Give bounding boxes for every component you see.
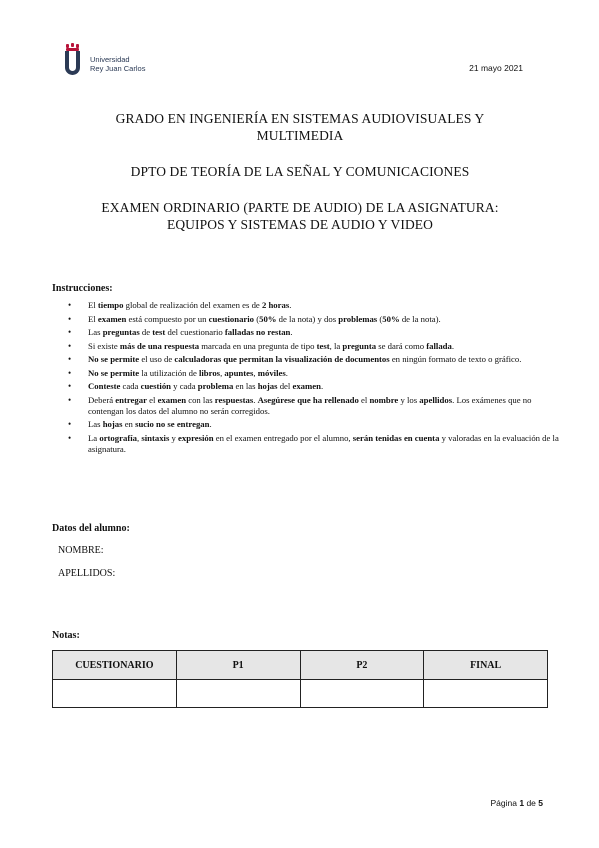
instruction-emphasis: nombre bbox=[369, 394, 399, 405]
instruction-emphasis: tiempo bbox=[97, 300, 124, 310]
degree-line-2: MULTIMEDIA bbox=[256, 128, 344, 143]
instruction-item bbox=[64, 368, 560, 379]
instruction-emphasis: 50% bbox=[259, 313, 277, 324]
grade-cell-cuestionario[interactable] bbox=[53, 680, 177, 708]
surname-field-label: APELLIDOS: bbox=[58, 568, 116, 579]
instruction-text: , la bbox=[329, 340, 343, 351]
instruction-item bbox=[64, 354, 560, 365]
page-prefix: Página bbox=[490, 798, 520, 808]
instruction-emphasis: test bbox=[152, 327, 166, 337]
instruction-text: , bbox=[220, 367, 225, 378]
instruction-text: ( bbox=[254, 313, 260, 324]
logo-text bbox=[90, 55, 145, 73]
instructions-title: Instrucciones: bbox=[52, 283, 113, 294]
page-total: 5 bbox=[538, 798, 543, 808]
instruction-item bbox=[64, 381, 560, 392]
instruction-emphasis: expresión bbox=[178, 432, 214, 443]
instruction-text: . bbox=[285, 367, 288, 378]
column-header-p2: P2 bbox=[300, 651, 424, 680]
instruction-emphasis: libros bbox=[198, 367, 221, 378]
instruction-text: marcada en una pregunta de tipo bbox=[199, 340, 317, 351]
instruction-text: La bbox=[88, 432, 100, 443]
logo-line-1: Universidad bbox=[90, 55, 130, 64]
instruction-emphasis: No se permite bbox=[88, 367, 140, 378]
grades-table bbox=[52, 650, 548, 708]
instruction-emphasis: calculadoras que permitan la visualización de documentos bbox=[174, 354, 390, 364]
column-header-final: FINAL bbox=[424, 651, 548, 680]
grade-cell-p1[interactable] bbox=[176, 680, 300, 708]
instruction-emphasis: preguntas bbox=[102, 327, 140, 337]
instruction-text: del bbox=[277, 381, 293, 391]
instruction-text: y cada bbox=[171, 381, 198, 391]
instruction-text: de la nota) y dos bbox=[276, 313, 339, 324]
instruction-text: el bbox=[146, 394, 158, 405]
column-header-cuestionario: CUESTIONARIO bbox=[53, 651, 177, 680]
student-data-title: Datos del alumno: bbox=[52, 523, 130, 534]
instruction-text: en el examen entregado por el alumno, bbox=[213, 432, 353, 443]
instruction-text: y los bbox=[398, 394, 420, 405]
instruction-emphasis: hojas bbox=[257, 381, 278, 391]
instruction-emphasis: problemas bbox=[338, 313, 378, 324]
instruction-emphasis: Asegúrese que ha rellenado bbox=[257, 394, 359, 405]
urjc-emblem-icon bbox=[62, 44, 84, 78]
instruction-emphasis: No se permite bbox=[88, 354, 140, 364]
grades-entry-row bbox=[53, 680, 548, 708]
instruction-emphasis: problema bbox=[197, 381, 234, 391]
instruction-emphasis: apuntes bbox=[224, 367, 254, 378]
instruction-text: global de realización del examen es de bbox=[123, 300, 262, 310]
instruction-text: . bbox=[320, 381, 324, 391]
department-heading: DPTO DE TEORÍA DE LA SEÑAL Y COMUNICACIONES bbox=[130, 164, 470, 179]
instruction-text: El bbox=[88, 313, 98, 324]
instruction-emphasis: cuestionario bbox=[208, 313, 255, 324]
instruction-emphasis: sintaxis bbox=[141, 432, 170, 443]
exam-line-1: EXAMEN ORDINARIO (PARTE DE AUDIO) DE LA ASIGNATURA: bbox=[101, 200, 499, 215]
instruction-emphasis: móviles bbox=[257, 367, 286, 378]
instruction-emphasis: ortografía bbox=[99, 432, 137, 443]
instruction-emphasis: 50% bbox=[382, 313, 400, 324]
instruction-text: el uso de bbox=[139, 354, 175, 364]
instruction-emphasis: examen bbox=[97, 313, 127, 324]
instruction-item bbox=[64, 314, 560, 325]
instruction-text: . bbox=[209, 419, 212, 429]
instruction-text: cada bbox=[120, 381, 141, 391]
instruction-emphasis: hojas bbox=[102, 419, 123, 429]
logo-line-2: Rey Juan Carlos bbox=[90, 64, 146, 73]
instruction-text: Deberá bbox=[88, 394, 116, 405]
instruction-item bbox=[64, 341, 560, 352]
instruction-text: . bbox=[290, 327, 293, 337]
exam-line-2: EQUIPOS Y SISTEMAS DE AUDIO Y VIDEO bbox=[166, 217, 433, 232]
instruction-emphasis: 2 horas bbox=[261, 300, 290, 310]
instruction-text: con las bbox=[186, 394, 215, 405]
instruction-emphasis: examen bbox=[157, 394, 187, 405]
instruction-text: ( bbox=[377, 313, 383, 324]
instruction-emphasis: respuestas bbox=[214, 394, 254, 405]
instruction-item bbox=[64, 300, 560, 311]
instruction-text: , bbox=[136, 432, 142, 443]
instruction-emphasis: Conteste bbox=[88, 381, 121, 391]
instruction-emphasis: pregunta bbox=[342, 340, 377, 351]
instruction-text: está compuesto por un bbox=[126, 313, 209, 324]
university-logo bbox=[62, 44, 172, 78]
instruction-emphasis: entregar bbox=[115, 394, 147, 405]
instruction-text: . Los exámenes que no contengan los datos del alumno no serán corregidos. bbox=[88, 394, 532, 416]
column-header-p1: P1 bbox=[176, 651, 300, 680]
page-footer bbox=[491, 798, 544, 808]
instruction-text: de bbox=[139, 327, 153, 337]
instruction-text: El bbox=[88, 300, 98, 310]
instruction-emphasis: apellidos bbox=[419, 394, 453, 405]
instruction-item bbox=[64, 395, 560, 417]
instruction-emphasis: más de una respuesta bbox=[119, 340, 200, 351]
grade-cell-final[interactable] bbox=[424, 680, 548, 708]
grade-cell-p2[interactable] bbox=[300, 680, 424, 708]
exam-date: 21 mayo 2021 bbox=[469, 63, 523, 73]
instruction-text: la utilización de bbox=[139, 367, 199, 378]
page-number: 1 bbox=[519, 798, 525, 808]
instruction-text: Si existe bbox=[88, 340, 120, 351]
instruction-text: en las bbox=[233, 381, 258, 391]
instruction-text: del cuestionario bbox=[165, 327, 225, 337]
instruction-emphasis: test bbox=[316, 340, 330, 351]
instruction-emphasis: examen bbox=[292, 381, 321, 391]
instruction-item bbox=[64, 419, 560, 430]
name-field-label: NOMBRE: bbox=[58, 545, 104, 556]
exam-heading bbox=[40, 199, 560, 233]
page-mid: de bbox=[524, 798, 539, 808]
instruction-item bbox=[64, 327, 560, 338]
instruction-text: . bbox=[451, 340, 455, 351]
instruction-text: de la nota). bbox=[399, 313, 441, 324]
instruction-item bbox=[64, 433, 560, 455]
instruction-text: el bbox=[358, 394, 370, 405]
grades-title: Notas: bbox=[52, 630, 80, 641]
instruction-text: , bbox=[253, 367, 258, 378]
instruction-text: y valoradas en la evaluación de la asignatura. bbox=[88, 432, 559, 454]
instruction-text: Las bbox=[88, 419, 103, 429]
instruction-text: . bbox=[289, 300, 292, 310]
instruction-emphasis: serán tenidas en cuenta bbox=[352, 432, 440, 443]
instructions-list bbox=[64, 300, 560, 457]
instruction-text: Las bbox=[88, 327, 103, 337]
instruction-emphasis: falladas no restan bbox=[224, 327, 291, 337]
instruction-text: en bbox=[122, 419, 136, 429]
instruction-text: . bbox=[253, 394, 258, 405]
degree-line-1: GRADO EN INGENIERÍA EN SISTEMAS AUDIOVISUALES Y bbox=[115, 111, 485, 126]
instruction-text: se dará como bbox=[376, 340, 427, 351]
instruction-text: y bbox=[169, 432, 179, 443]
instruction-emphasis: fallada bbox=[426, 340, 452, 351]
instruction-text: en ningún formato de texto o gráfico. bbox=[389, 354, 522, 364]
degree-heading bbox=[40, 110, 560, 144]
instruction-emphasis: sucio no se entregan bbox=[135, 419, 210, 429]
instruction-emphasis: cuestión bbox=[140, 381, 171, 391]
grades-header-row bbox=[53, 651, 548, 680]
